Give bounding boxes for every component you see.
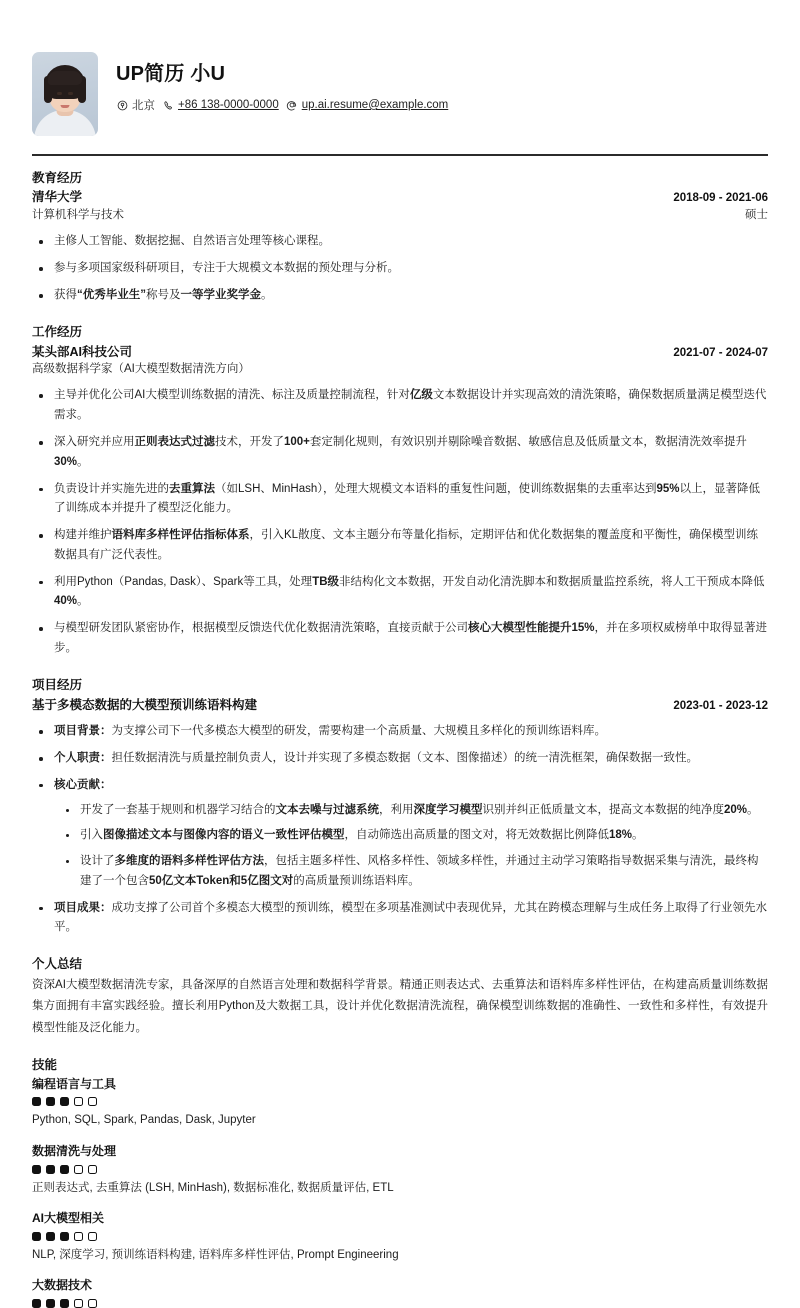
bullet-item xyxy=(32,722,768,742)
project-entry-head xyxy=(32,696,768,715)
bullet-emphasis: “优秀毕业生” xyxy=(77,288,146,301)
education-degree: 硕士 xyxy=(745,209,768,222)
skill-items: NLP, 深度学习, 预训练语料构建, 语料库多样性评估, Prompt Engineering xyxy=(32,1248,399,1261)
skill-rating xyxy=(32,1232,768,1241)
education-entry-sub xyxy=(32,207,768,224)
section-education xyxy=(32,170,768,306)
bullet-item xyxy=(32,480,768,520)
rating-dot-empty xyxy=(74,1097,83,1106)
bullet-text: 为支撑公司下一代多模态大模型的研发，需要构建一个高质量、大规模且多样化的预训练语料库。 xyxy=(111,725,606,738)
rating-dot-filled xyxy=(46,1097,55,1106)
bullet-item xyxy=(32,526,768,566)
bullet-emphasis: 100+ xyxy=(284,436,310,449)
bullet-text: 。 xyxy=(261,288,273,301)
contact-location xyxy=(116,97,155,113)
rating-dot-filled xyxy=(60,1165,69,1174)
bullet-text: 担任数据清洗与质量控制负责人，设计并实现了多模态数据（文本、图像描述）的统一清洗框架，确保数据一致性。 xyxy=(111,751,698,764)
rating-dot-empty xyxy=(88,1232,97,1241)
bullet-text: 技术，开发了 xyxy=(215,436,284,449)
nested-bullet-item xyxy=(54,826,768,846)
phone-icon xyxy=(162,99,174,111)
education-date: 2018-09 - 2021-06 xyxy=(673,192,768,205)
bullet-item xyxy=(32,286,768,306)
contact-phone[interactable] xyxy=(162,99,279,111)
bullet-text: 利用Python（Pandas, Dask）、Spark等工具，处理 xyxy=(54,575,313,588)
project-name: 基于多模态数据的大模型预训练语料构建 xyxy=(32,697,258,712)
education-bullets xyxy=(32,232,768,305)
header-divider xyxy=(32,154,768,156)
education-school: 清华大学 xyxy=(32,190,83,205)
skill-block xyxy=(32,1210,768,1264)
bullet-emphasis: 核心大模型性能提升15% xyxy=(468,622,595,635)
bullet-text: 。 xyxy=(77,595,89,608)
bullet-emphasis: 一等学业奖学金 xyxy=(180,288,261,301)
bullet-text: 。 xyxy=(632,829,644,842)
bullet-emphasis: 深度学习模型 xyxy=(413,803,483,816)
bullet-text: 成功支撑了公司首个多模态大模型的预训练，模型在多项基准测试中表现优异，尤其在跨模态理解与生成任务上取得了行业领先水平。 xyxy=(54,901,767,934)
work-role: 高级数据科学家（AI大模型数据清洗方向） xyxy=(32,363,250,376)
bullet-text: 深入研究并应用 xyxy=(54,436,135,449)
skill-items: 正则表达式, 去重算法 (LSH, MinHash), 数据标准化, 数据质量评估, ETL xyxy=(32,1181,394,1194)
header-info xyxy=(116,52,448,113)
bullet-emphasis: 个人职责： xyxy=(54,751,112,764)
bullet-text: 负责设计并实施先进的 xyxy=(54,482,169,495)
bullet-emphasis: 核心贡献： xyxy=(54,778,112,791)
bullet-text: 引入 xyxy=(80,829,103,842)
section-skills xyxy=(32,1057,768,1308)
bullet-text: ，自动筛选出高质量的图文对，将无效数据比例降低 xyxy=(344,829,609,842)
bullet-item xyxy=(32,433,768,473)
contact-email-text[interactable]: up.ai.resume@example.com xyxy=(301,99,449,111)
work-date: 2021-07 - 2024-07 xyxy=(673,346,768,359)
rating-dot-empty xyxy=(88,1299,97,1308)
bullet-item xyxy=(32,573,768,613)
skill-name: 编程语言与工具 xyxy=(32,1076,117,1091)
section-title-education: 教育经历 xyxy=(32,170,83,185)
skills-list xyxy=(32,1076,768,1308)
bullet-item xyxy=(32,749,768,769)
skill-rating xyxy=(32,1097,768,1106)
skill-name: 大数据技术 xyxy=(32,1277,93,1292)
bullet-text: 构建并维护 xyxy=(54,529,112,542)
bullet-emphasis: 语料库多样性评估指标体系 xyxy=(111,529,250,542)
bullet-text: 文本数据设计并实现高效的清洗策略，确保数据质量满足模型迭代需求。 xyxy=(54,389,767,422)
bullet-text: 与模型研发团队紧密协作，根据模型反馈迭代优化数据清洗策略，直接贡献于公司 xyxy=(54,622,468,635)
rating-dot-filled xyxy=(32,1299,41,1308)
skill-block xyxy=(32,1076,768,1130)
bullet-text: ，包括主题多样性、风格多样性、领域多样性，并通过主动学习策略指导数据采集与清洗，最终构建了一个包含 xyxy=(80,855,759,887)
bullet-emphasis: 项目背景： xyxy=(54,725,112,738)
education-major: 计算机科学与技术 xyxy=(32,209,124,222)
bullet-item xyxy=(32,386,768,426)
bullet-text: 参与多项国家级科研项目，专注于大规模文本数据的预处理与分析。 xyxy=(54,262,399,275)
contact-email[interactable] xyxy=(286,99,449,111)
bullet-text: 识别并纠正低质量文本，提高文本数据的纯净度 xyxy=(482,803,724,816)
bullet-text: 主导并优化公司AI大模型训练数据的清洗、标注及质量控制流程，针对 xyxy=(54,389,410,402)
rating-dot-empty xyxy=(88,1165,97,1174)
section-title-work: 工作经历 xyxy=(32,324,83,339)
skill-rating xyxy=(32,1165,768,1174)
education-entry-head xyxy=(32,188,768,207)
bullet-emphasis: 18% xyxy=(609,829,633,842)
rating-dot-empty xyxy=(74,1232,83,1241)
contact-phone-text[interactable]: +86 138-0000-0000 xyxy=(178,99,279,111)
section-work xyxy=(32,324,768,659)
work-company: 某头部AI科技公司 xyxy=(32,344,133,359)
avatar-fringe xyxy=(48,71,82,85)
contact-location-text: 北京 xyxy=(132,100,155,112)
skill-block xyxy=(32,1143,768,1197)
bullet-emphasis: 正则表达式过滤 xyxy=(134,436,215,449)
rating-dot-filled xyxy=(32,1097,41,1106)
bullet-text: ，并在多项权威榜单中取得显著进步。 xyxy=(54,622,768,654)
bullet-item xyxy=(32,259,768,279)
candidate-name: UP简历 小U xyxy=(116,63,226,85)
bullet-emphasis: 图像描述文本与图像内容的语义一致性评估模型 xyxy=(103,829,345,842)
rating-dot-filled xyxy=(60,1299,69,1308)
skill-name: 数据清洗与处理 xyxy=(32,1143,117,1158)
avatar xyxy=(32,52,98,136)
section-summary xyxy=(32,956,768,1039)
project-date: 2023-01 - 2023-12 xyxy=(673,699,768,712)
bullet-item xyxy=(32,232,768,252)
bullet-text: 称号及 xyxy=(146,288,181,301)
bullet-text: 。 xyxy=(747,803,759,816)
section-project xyxy=(32,677,768,938)
bullet-emphasis: 30% xyxy=(54,455,78,468)
section-title-project: 项目经历 xyxy=(32,677,83,692)
bullet-text: 以上，显著降低了训练成本并提升了模型泛化能力。 xyxy=(54,482,761,515)
bullet-text: 开发了一套基于规则和机器学习结合的 xyxy=(80,803,276,816)
bullet-emphasis: 多维度的语料多样性评估方法 xyxy=(114,855,264,868)
bullet-emphasis: 项目成果： xyxy=(54,901,112,914)
bullet-emphasis: TB级 xyxy=(312,575,340,588)
bullet-emphasis: 50亿文本Token和5亿图文对 xyxy=(149,874,294,887)
location-pin-icon xyxy=(116,99,128,111)
bullet-emphasis: 亿级 xyxy=(409,389,433,402)
rating-dot-empty xyxy=(74,1165,83,1174)
rating-dot-filled xyxy=(32,1165,41,1174)
section-title-summary: 个人总结 xyxy=(32,957,83,972)
bullet-text: ，引入KL散度、文本主题分布等量化指标，定期评估和优化数据集的覆盖度和平衡性，确保模型训练数据具有广泛代表性。 xyxy=(54,529,759,561)
work-bullets xyxy=(32,386,768,658)
avatar-eye-left xyxy=(57,92,62,95)
resume-header xyxy=(32,52,768,152)
at-sign-icon xyxy=(286,99,298,111)
nested-bullet-item xyxy=(54,801,768,821)
bullet-text: 。 xyxy=(77,455,89,468)
section-title-skills: 技能 xyxy=(32,1057,58,1072)
avatar-eye-right xyxy=(68,92,73,95)
nested-bullet-item xyxy=(54,852,768,892)
skill-block xyxy=(32,1277,768,1308)
summary-text: 资深AI大模型数据清洗专家，具备深厚的自然语言处理和数据科学背景。精通正则表达式、去重算法和语料库多样性评估，在构建高质量训练数据集方面拥有丰富实践经验。擅长利用Python及大数据工具，设计并优化数据清洗流程，确保模型训练数据的准确性、一致性和多样性，有效提升模型性能及泛化能力。 xyxy=(32,978,768,1034)
rating-dot-filled xyxy=(60,1097,69,1106)
rating-dot-filled xyxy=(60,1232,69,1241)
rating-dot-filled xyxy=(46,1165,55,1174)
bullet-text: 主修人工智能、数据挖掘、自然语言处理等核心课程。 xyxy=(54,235,330,248)
bullet-text: 的高质量预训练语料库。 xyxy=(293,874,420,887)
bullet-text: （如LSH、MinHash），处理大规模文本语料的重复性问题，使训练数据集的去重率达到 xyxy=(215,482,657,495)
bullet-emphasis: 95% xyxy=(656,482,680,495)
bullet-emphasis: 文本去噪与过滤系统 xyxy=(275,803,379,816)
rating-dot-empty xyxy=(74,1299,83,1308)
bullet-emphasis: 20% xyxy=(724,803,748,816)
contact-list xyxy=(116,97,448,113)
bullet-text: 套定制化规则，有效识别并剔除噪音数据、敏感信息及低质量文本，数据清洗效率提升 xyxy=(309,436,747,449)
work-entry-head xyxy=(32,343,768,362)
rating-dot-filled xyxy=(46,1232,55,1241)
bullet-emphasis: 40% xyxy=(54,595,78,608)
nested-bullets xyxy=(54,801,768,892)
bullet-text: ，利用 xyxy=(379,803,414,816)
bullet-item xyxy=(32,619,768,659)
rating-dot-filled xyxy=(46,1299,55,1308)
bullet-text: 设计了 xyxy=(80,855,115,868)
project-bullets xyxy=(32,722,768,938)
bullet-emphasis: 去重算法 xyxy=(169,482,215,495)
skill-name: AI大模型相关 xyxy=(32,1210,105,1225)
bullet-item xyxy=(32,776,768,892)
bullet-text: 非结构化文本数据，开发自动化清洗脚本和数据质量监控系统，将人工干预成本降低 xyxy=(339,575,765,588)
rating-dot-filled xyxy=(32,1232,41,1241)
rating-dot-empty xyxy=(88,1097,97,1106)
bullet-item xyxy=(32,899,768,939)
skill-rating xyxy=(32,1299,768,1308)
bullet-text: 获得 xyxy=(54,288,77,301)
skill-items: Python, SQL, Spark, Pandas, Dask, Jupyter xyxy=(32,1114,256,1127)
